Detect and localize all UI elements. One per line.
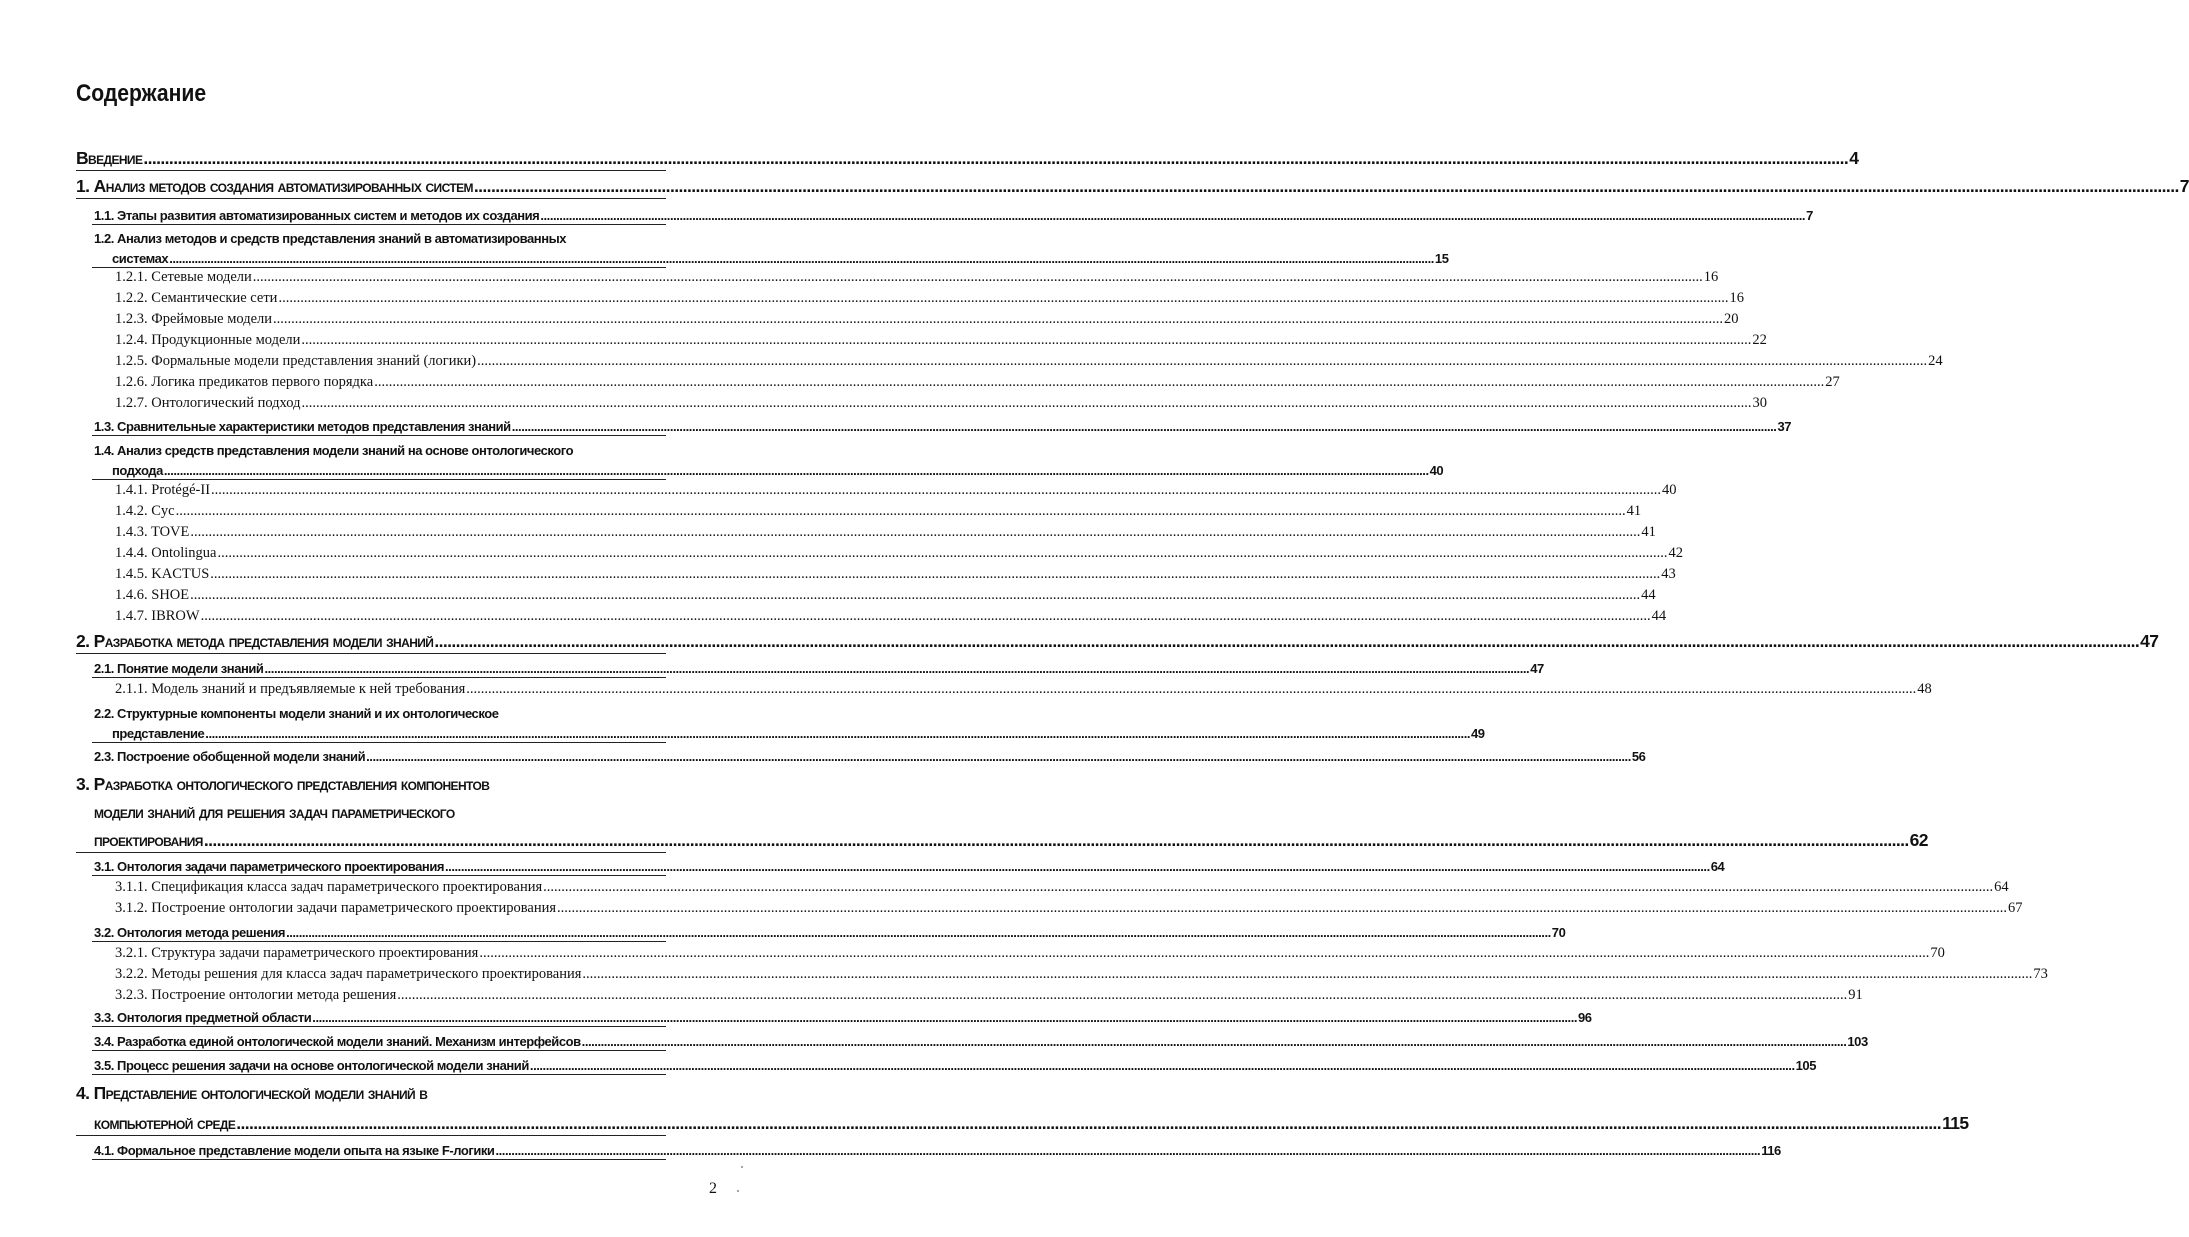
toc-page-number: 20 (1724, 311, 1739, 327)
toc-line (76, 628, 2159, 652)
dot-leader: ................................................................................................................................................................................................................................................................................................................................................................................................................ (205, 726, 1471, 741)
separator-rule (76, 1135, 666, 1136)
toc-entry-title: компьютерной среде (94, 1113, 236, 1133)
separator-rule (76, 653, 666, 654)
toc-entry-title: подхода (112, 463, 163, 478)
separator-rule (92, 1026, 666, 1027)
toc-entry-title: 2.1.1. Модель знаний и предъявляемые к ней требования (115, 681, 466, 697)
toc-line (115, 500, 1642, 520)
dot-leader: ................................................................................................................................................................................................................................................................................................................................................................................................................ (273, 311, 1724, 327)
toc-entry-title: 2.3. Построение обобщенной модели знаний (94, 749, 366, 764)
separator-rule (92, 875, 666, 876)
dot-leader: ................................................................................................................................................................................................................................................................................................................................................................................................................ (529, 1058, 1795, 1073)
dot-leader: ................................................................................................................................................................................................................................................................................................................................................................................................................ (366, 749, 1631, 764)
toc-line (115, 963, 2048, 983)
toc-entry-title: 3.1.1. Спецификация класса задач параметрического проектирования (115, 879, 543, 895)
page-title: Содержание (76, 80, 207, 107)
dot-leader: ................................................................................................................................................................................................................................................................................................................................................................................................................ (511, 419, 1777, 434)
dot-leader: ................................................................................................................................................................................................................................................................................................................................................................................................................ (252, 269, 1703, 285)
toc-page-number: 24 (1928, 353, 1943, 369)
toc-entry-title: 1.2. Анализ методов и средств представления знаний в автоматизированных (94, 231, 567, 246)
toc-page-number: 62 (1909, 830, 1928, 850)
toc-entry-title: проектирования (94, 830, 203, 850)
toc-line (115, 563, 1676, 583)
dot-leader: ................................................................................................................................................................................................................................................................................................................................................................................................................ (217, 545, 1668, 561)
toc-line (115, 521, 1656, 541)
toc-entry-title: 3.5. Процесс решения задачи на основе онтологической модели знаний (94, 1058, 529, 1073)
toc-page-number: 40 (1662, 482, 1677, 498)
scan-speck (737, 1190, 739, 1192)
toc-entry-title: системах (112, 251, 169, 266)
toc-line (76, 173, 2189, 197)
toc-entry-title: 1.2.6. Логика предикатов первого порядка (115, 374, 374, 390)
toc-entry-title: 1.1. Этапы развития автоматизированных систем и методов их создания (94, 208, 540, 223)
toc-entry-title: 2.2. Структурные компоненты модели знаний и их онтологическое (94, 706, 499, 721)
toc-entry-title: 1.2.2. Семантические сети (115, 290, 278, 306)
toc-page-number: 44 (1651, 608, 1667, 624)
toc-page-number: 73 (2033, 966, 2048, 982)
dot-leader: ................................................................................................................................................................................................................................................................................................................................................................................................................ (374, 374, 1825, 390)
toc-entry-title: 1. Анализ методов создания автоматизированных систем (76, 176, 473, 196)
separator-rule (92, 224, 666, 225)
toc-page-number: 40 (1429, 463, 1444, 478)
dot-leader: ................................................................................................................................................................................................................................................................................................................................................................................................................ (301, 395, 1752, 411)
toc-line (94, 1054, 1816, 1073)
toc-page-number: 116 (1761, 1143, 1781, 1158)
toc-page-number: 96 (1578, 1010, 1592, 1025)
separator-rule (92, 435, 666, 436)
toc-line (115, 392, 1767, 412)
dot-leader: ................................................................................................................................................................................................................................................................................................................................................................................................................ (163, 463, 1429, 478)
toc-line (115, 308, 1739, 328)
toc-line (76, 771, 666, 795)
toc-entry-title: Введение (76, 148, 143, 168)
dot-leader: ................................................................................................................................................................................................................................................................................................................................................................................................................ (210, 566, 1661, 582)
separator-rule (92, 941, 666, 942)
toc-line (115, 984, 1863, 1004)
toc-page-number: 67 (2008, 900, 2023, 916)
toc-page-number: 16 (1703, 269, 1719, 285)
toc-line (115, 287, 1744, 307)
toc-entry-title: 4.1. Формальное представление модели опыта на языке F-логики (94, 1143, 495, 1158)
dot-leader: ................................................................................................................................................................................................................................................................................................................................................................................................................ (477, 353, 1928, 369)
toc-entry-title: 4. Представление онтологической модели знаний в (76, 1083, 428, 1103)
toc-line (94, 921, 1566, 940)
toc-page-number: 37 (1777, 419, 1792, 434)
toc-page-number: 64 (1994, 879, 2009, 895)
toc-page-number: 64 (1710, 859, 1725, 874)
toc-line (94, 657, 1544, 676)
dot-leader: ................................................................................................................................................................................................................................................................................................................................................................................................................ (203, 830, 1909, 850)
toc-line (94, 204, 1813, 223)
toc-entry-title: модели знаний для решения задач параметрического (94, 802, 455, 822)
dot-leader: ................................................................................................................................................................................................................................................................................................................................................................................................................ (211, 482, 1662, 498)
toc-entry-title: 1.2.4. Продукционные модели (115, 332, 301, 348)
dot-leader: ................................................................................................................................................................................................................................................................................................................................................................................................................ (543, 879, 1994, 895)
toc-entry-title: 3.1.2. Построение онтологии задачи параметрического проектирования (115, 900, 557, 916)
toc-line (94, 827, 1928, 851)
dot-leader: ................................................................................................................................................................................................................................................................................................................................................................................................................ (312, 1010, 1578, 1025)
dot-leader: ................................................................................................................................................................................................................................................................................................................................................................................................................ (582, 966, 2033, 982)
toc-page-number: 22 (1752, 332, 1767, 348)
toc-line (94, 439, 666, 458)
separator-rule (76, 198, 666, 199)
dot-leader: ................................................................................................................................................................................................................................................................................................................................................................................................................ (479, 945, 1930, 961)
toc-page-number: 27 (1825, 374, 1840, 390)
toc-line (94, 1006, 1592, 1025)
toc-line (94, 1110, 1969, 1134)
toc-page-number: 91 (1848, 987, 1863, 1003)
dot-leader: ................................................................................................................................................................................................................................................................................................................................................................................................................ (473, 176, 2179, 196)
toc-entry-title: 1.4.1. Protégé-II (115, 482, 211, 498)
toc-line (115, 605, 1667, 625)
dot-leader: ................................................................................................................................................................................................................................................................................................................................................................................................................ (397, 987, 1848, 1003)
dot-leader: ................................................................................................................................................................................................................................................................................................................................................................................................................ (190, 587, 1641, 603)
dot-leader: ................................................................................................................................................................................................................................................................................................................................................................................................................ (286, 925, 1551, 940)
toc-page-number: 15 (1434, 251, 1449, 266)
toc-entry-title: 1.4.5. KACTUS (115, 566, 210, 582)
toc-line (94, 745, 1646, 764)
toc-line (112, 459, 1444, 478)
toc-page-number: 7 (2179, 176, 2189, 196)
dot-leader: ................................................................................................................................................................................................................................................................................................................................................................................................................ (278, 290, 1729, 306)
toc-line (115, 584, 1656, 604)
toc-line (94, 702, 666, 721)
toc-page-number: 43 (1661, 566, 1676, 582)
dot-leader: ................................................................................................................................................................................................................................................................................................................................................................................................................ (495, 1143, 1761, 1158)
toc-page-number: 70 (1551, 925, 1566, 940)
separator-rule (92, 742, 666, 743)
toc-line (115, 329, 1767, 349)
separator-rule (92, 1074, 666, 1075)
toc-page-number: 47 (2140, 631, 2159, 651)
toc-entry-title: 3. Разработка онтологического представления компонентов (76, 774, 490, 794)
dot-leader: ................................................................................................................................................................................................................................................................................................................................................................................................................ (434, 631, 2140, 651)
toc-line (115, 371, 1840, 391)
toc-entry-title: 3.2.1. Структура задачи параметрического проектирования (115, 945, 479, 961)
toc-entry-title: 1.2.1. Сетевые модели (115, 269, 252, 285)
toc-line (115, 542, 1683, 562)
dot-leader: ................................................................................................................................................................................................................................................................................................................................................................................................................ (236, 1113, 1942, 1133)
toc-entry-title: 3.2.2. Методы решения для класса задач параметрического проектирования (115, 966, 582, 982)
dot-leader: ................................................................................................................................................................................................................................................................................................................................................................................................................ (466, 681, 1917, 697)
dot-leader: ................................................................................................................................................................................................................................................................................................................................................................................................................ (264, 661, 1530, 676)
toc-page-number: 56 (1631, 749, 1646, 764)
toc-line (115, 876, 2009, 896)
toc-entry-title: 2.1. Понятие модели знаний (94, 661, 264, 676)
toc-entry-title: 1.4.3. TOVE (115, 524, 190, 540)
toc-entry-title: 1.2.5. Формальные модели представления знаний (логики) (115, 353, 477, 369)
toc-entry-title: 1.4.4. Ontolingua (115, 545, 217, 561)
toc-page-number: 115 (1942, 1113, 1969, 1133)
page-number: 2 (709, 1180, 717, 1197)
dot-leader: ................................................................................................................................................................................................................................................................................................................................................................................................................ (581, 1034, 1847, 1049)
toc-page-number: 42 (1668, 545, 1683, 561)
toc-entry-title: 1.4.6. SHOE (115, 587, 190, 603)
toc-line (76, 145, 1859, 169)
dot-leader: ................................................................................................................................................................................................................................................................................................................................................................................................................ (190, 524, 1641, 540)
toc-page-number: 70 (1930, 945, 1945, 961)
toc-line (94, 415, 1792, 434)
toc-page-number: 41 (1641, 524, 1656, 540)
toc-line (94, 1030, 1868, 1049)
separator-rule (92, 677, 666, 678)
toc-entry-title: 3.2. Онтология метода решения (94, 925, 286, 940)
toc-entry-title: 1.4. Анализ средств представления модели знаний на основе онтологического (94, 443, 574, 458)
dot-leader: ................................................................................................................................................................................................................................................................................................................................................................................................................ (169, 251, 1434, 266)
toc-line (94, 799, 666, 823)
toc-page-number: 7 (1806, 208, 1813, 223)
toc-entry-title: 2. Разработка метода представления модели знаний (76, 631, 434, 651)
dot-leader: ................................................................................................................................................................................................................................................................................................................................................................................................................ (175, 503, 1626, 519)
toc-entry-title: 3.1. Онтология задачи параметрического проектирования (94, 859, 445, 874)
toc-page-number: 47 (1530, 661, 1544, 676)
toc-entry-title: 1.2.7. Онтологический подход (115, 395, 301, 411)
separator-rule (76, 852, 666, 853)
toc-entry-title: 3.4. Разработка единой онтологической модели знаний. Механизм интерфейсов (94, 1034, 581, 1049)
toc-line (115, 942, 1945, 962)
toc-entry-title: представление (112, 726, 205, 741)
toc-line (94, 855, 1725, 874)
toc-line (115, 350, 1943, 370)
dot-leader: ................................................................................................................................................................................................................................................................................................................................................................................................................ (301, 332, 1752, 348)
toc-page-number: 16 (1729, 290, 1744, 306)
toc-line (115, 678, 1932, 698)
toc-page-number: 103 (1847, 1034, 1868, 1049)
dot-leader: ................................................................................................................................................................................................................................................................................................................................................................................................................ (143, 148, 1849, 168)
toc-page-number: 44 (1641, 587, 1656, 603)
separator-rule (92, 1050, 666, 1051)
dot-leader: ................................................................................................................................................................................................................................................................................................................................................................................................................ (445, 859, 1710, 874)
toc-line (112, 722, 1485, 741)
toc-entry-title: 1.4.2. Cyc (115, 503, 175, 519)
toc-line (94, 1139, 1781, 1158)
toc-line (94, 227, 666, 246)
scan-speck (741, 1166, 743, 1168)
toc-entry-title: 1.4.7. IBROW (115, 608, 200, 624)
toc-page-number: 48 (1917, 681, 1932, 697)
dot-leader: ................................................................................................................................................................................................................................................................................................................................................................................................................ (200, 608, 1651, 624)
toc-line (76, 1080, 666, 1104)
dot-leader: ................................................................................................................................................................................................................................................................................................................................................................................................................ (557, 900, 2008, 916)
toc-page-number: 4 (1849, 148, 1859, 168)
toc-line (115, 266, 1719, 286)
toc-entry-title: 3.2.3. Построение онтологии метода решения (115, 987, 397, 1003)
separator-rule (92, 1159, 666, 1160)
toc-line (115, 479, 1677, 499)
separator-rule (92, 267, 666, 268)
toc-entry-title: 1.2.3. Фреймовые модели (115, 311, 273, 327)
toc-entry-title: 3.3. Онтология предметной области (94, 1010, 312, 1025)
toc-page-number: 41 (1626, 503, 1642, 519)
toc-line (112, 247, 1449, 266)
toc-page-number: 30 (1752, 395, 1767, 411)
separator-rule (92, 479, 666, 480)
dot-leader: ................................................................................................................................................................................................................................................................................................................................................................................................................ (540, 208, 1806, 223)
toc-page-number: 49 (1471, 726, 1485, 741)
toc-entry-title: 1.3. Сравнительные характеристики методов представления знаний (94, 419, 511, 434)
toc-page-number: 105 (1795, 1058, 1816, 1073)
separator-rule (76, 170, 666, 171)
toc-line (115, 897, 2023, 917)
